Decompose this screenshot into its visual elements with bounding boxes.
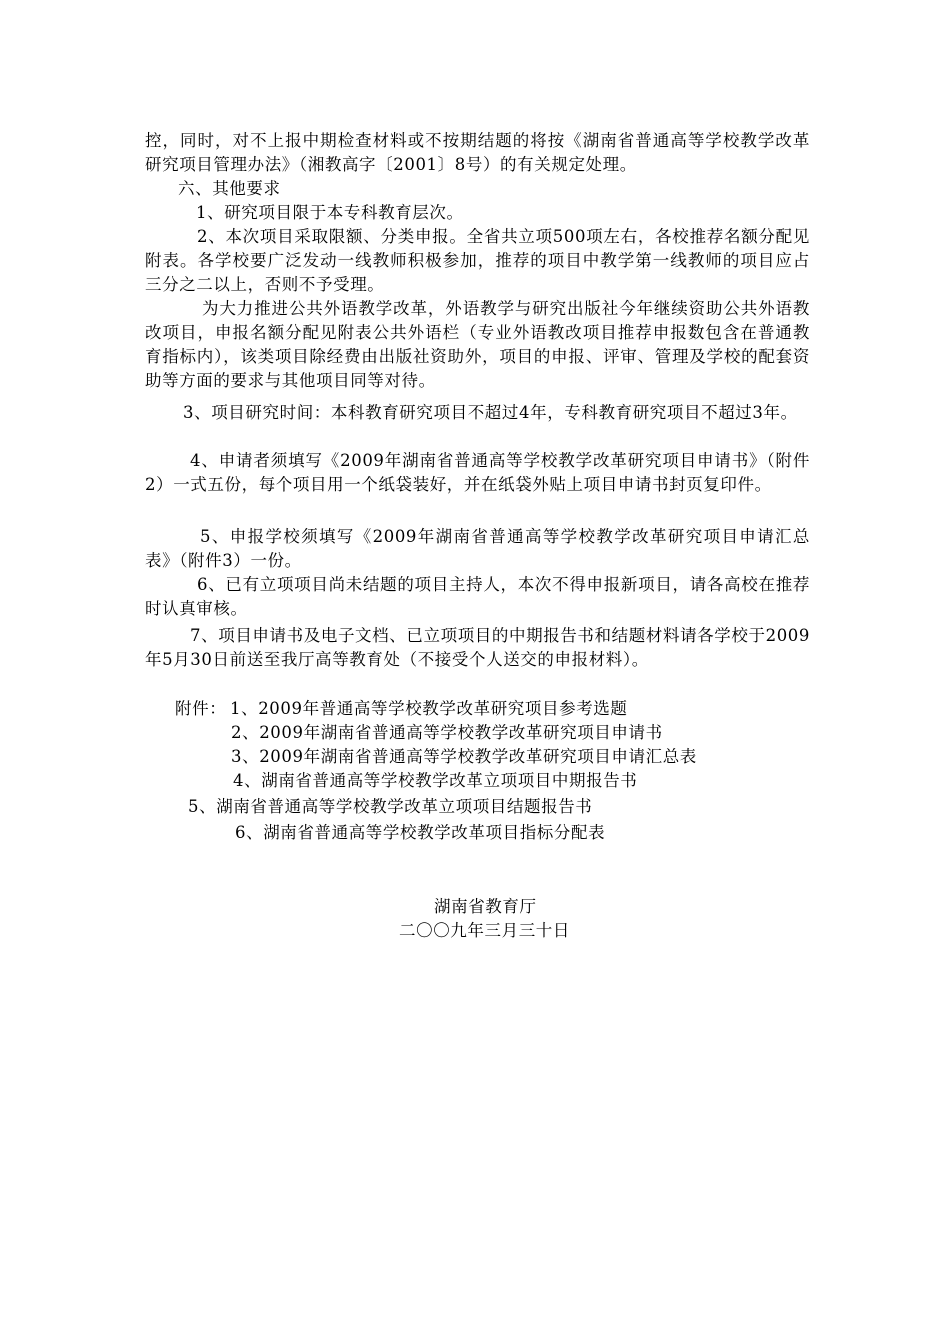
- requirement-item-7: 7、项目申请书及电子文档、已立项项目的中期报告书和结题材料请各学校于2009年5月30日前送至我厅高等教育处（不接受个人送交的申报材料）。: [145, 626, 810, 669]
- attachment-item-5: 5、湖南省普通高等学校教学改革立项项目结题报告书: [188, 797, 593, 816]
- paragraph-foreign-language: 为大力推进公共外语教学改革，外语教学与研究出版社今年继续资助公共外语教改项目，申报名额分配见附表公共外语栏（专业外语教改项目推荐申报数包含在普通教育指标内），该类项目除经费由出版社资助外，项目的申报、评审、管理及学校的配套资助等方面的要求与其他项目同等对待。: [145, 299, 810, 390]
- requirement-item-2: 2、本次项目采取限额、分类申报。全省共立项500项左右，各校推荐名额分配见附表。各学校要广泛发动一线教师积极参加，推荐的项目中教学第一线教师的项目应占三分之二以上，否则不予受理。: [145, 227, 810, 294]
- attachment-item-6: 6、湖南省普通高等学校教学改革项目指标分配表: [235, 823, 606, 842]
- attachment-item-1: 1、2009年普通高等学校教学改革研究项目参考选题: [230, 699, 628, 718]
- requirement-item-5: 5、申报学校须填写《2009年湖南省普通高等学校教学改革研究项目申请汇总表》（附件3）一份。: [145, 527, 810, 570]
- requirement-item-4: 4、申请者须填写《2009年湖南省普通高等学校教学改革研究项目申请书》（附件2）一式五份，每个项目用一个纸袋装好，并在纸袋外贴上项目申请书封页复印件。: [145, 451, 810, 494]
- attachments-label: 附件：: [175, 699, 227, 718]
- requirement-item-6: 6、已有立项项目尚未结题的项目主持人，本次不得申报新项目，请各高校在推荐时认真审核。: [145, 575, 810, 618]
- attachment-item-3: 3、2009年湖南省普通高等学校教学改革研究项目申请汇总表: [231, 747, 697, 766]
- paragraph-continuation: 控，同时，对不上报中期检查材料或不按期结题的将按《湖南省普通高等学校教学改革研究项目管理办法》（湘教高字〔2001〕8号）的有关规定处理。: [145, 131, 810, 174]
- signature-organization: 湖南省教育厅: [434, 897, 537, 916]
- requirement-item-1: 1、研究项目限于本专科教育层次。: [196, 203, 464, 222]
- attachment-item-4: 4、湖南省普通高等学校教学改革立项项目中期报告书: [233, 771, 638, 790]
- requirement-item-3: 3、项目研究时间：本科教育研究项目不超过4年，专科教育研究项目不超过3年。: [183, 403, 798, 422]
- section-heading: 六、其他要求: [178, 179, 281, 198]
- attachment-item-2: 2、2009年湖南省普通高等学校教学改革研究项目申请书: [231, 723, 663, 742]
- signature-date: 二〇〇九年三月三十日: [399, 921, 570, 940]
